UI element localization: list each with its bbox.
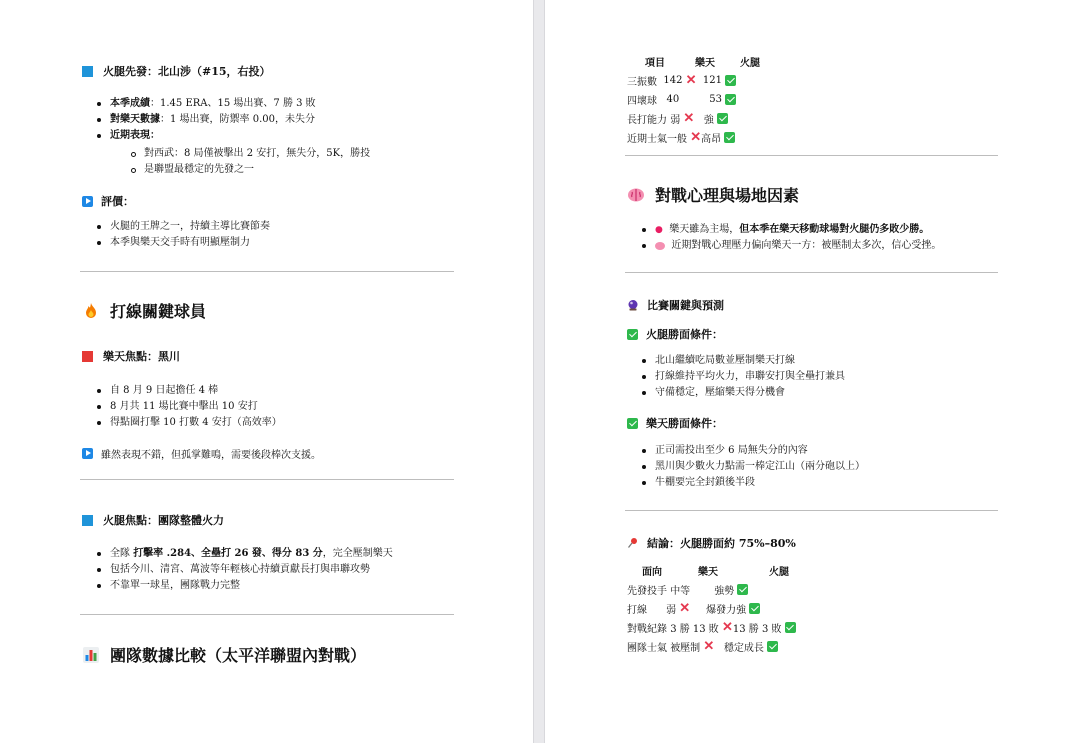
bullet-text: 樂天雖為主場， — [669, 224, 740, 235]
cross-mark-icon: ✕ — [683, 111, 695, 126]
check-mark-icon — [627, 329, 638, 340]
note-text: 雖然表現不錯，但孤掌難鳴，需要後段棒次支援。 — [101, 450, 321, 461]
divider — [80, 614, 454, 615]
brain-icon — [627, 186, 645, 204]
list-item — [94, 96, 454, 112]
list-item: 打線維持平均火力，串聯安打與全壘打兼具 — [639, 369, 998, 385]
table-cell: 強勢 — [714, 586, 735, 597]
divider — [625, 510, 998, 511]
fighters-win-title: 火腿勝面條件： — [646, 328, 723, 341]
bullet-text: ： — [150, 130, 160, 141]
batting-section-heading — [82, 299, 206, 322]
document-page-left — [0, 0, 533, 743]
fighters-win-heading — [627, 326, 723, 342]
table-row — [627, 637, 819, 656]
table-row — [627, 580, 819, 599]
table-cell: 一般 — [667, 134, 687, 145]
conclusion-table — [627, 561, 819, 656]
document-page-right — [545, 0, 1080, 743]
table-row — [627, 618, 819, 637]
table-cell: 強 — [703, 115, 714, 126]
fighters-win-list — [639, 353, 998, 401]
list-item: 正司需投出至少 6 局無失分的內容 — [639, 443, 998, 459]
cross-mark-icon: ✕ — [690, 130, 702, 145]
rakuten-focus-note — [82, 446, 321, 461]
table-cell: 121 — [702, 75, 722, 86]
check-mark-icon — [717, 113, 728, 124]
table-header-row — [627, 52, 773, 71]
rakuten-win-title: 樂天勝面條件： — [646, 417, 723, 430]
play-button-icon — [82, 196, 93, 207]
pitcher-stats-list — [94, 96, 454, 144]
table-header-cell: 面向 — [642, 567, 662, 578]
batting-section-title: 打線關鍵球員 — [110, 302, 207, 321]
table-cell: 先發投手 — [627, 586, 667, 597]
bullet-text: 全隊 — [110, 548, 130, 559]
list-item — [639, 238, 998, 254]
divider — [80, 271, 454, 272]
divider — [625, 272, 998, 273]
check-mark-icon — [749, 603, 760, 614]
list-item: 包括今川、清宮、萬波等年輕核心持續貢獻長打與串聯攻勢 — [94, 562, 454, 578]
cross-mark-icon: ✕ — [679, 601, 691, 616]
table-header-cell: 項目 — [645, 58, 665, 69]
table-cell: 四壞球 — [627, 96, 657, 107]
bullet-bold-text: 打擊率 .284、全壘打 26 發、得分 83 分 — [133, 548, 323, 559]
psychology-list — [639, 222, 998, 254]
list-item: 牛棚要完全封鎖後半段 — [639, 475, 998, 491]
bullet-text: 近期對戰心理壓力偏向樂天一方：被壓制太多次，信心受挫。 — [671, 240, 942, 251]
bullet-label: 對樂天數據 — [110, 114, 160, 125]
list-item: 是聯盟最穩定的先發之一 — [128, 162, 454, 178]
team-stats-title: 團隊數據比較（太平洋聯盟內對戰） — [110, 646, 367, 665]
cross-mark-icon: ✕ — [722, 620, 733, 635]
table-header-row — [627, 561, 819, 580]
evaluation-heading-text: 評價： — [101, 195, 134, 208]
table-cell: 團隊士氣 — [627, 643, 667, 654]
list-item: 本季與樂天交手時有明顯壓制力 — [94, 235, 454, 251]
fighters-focus-heading — [82, 512, 224, 528]
rakuten-focus-title: 樂天焦點：黑川 — [103, 350, 180, 363]
table-row — [627, 71, 773, 90]
rakuten-focus-heading — [82, 348, 180, 364]
table-cell: 142 — [663, 75, 683, 86]
table-row — [627, 109, 773, 128]
brain-small-icon — [655, 242, 665, 250]
psychology-title: 對戰心理與場地因素 — [655, 186, 800, 205]
rakuten-win-heading — [627, 415, 723, 431]
table-cell: 打線 — [627, 605, 647, 616]
list-item: 守備穩定，壓縮樂天得分機會 — [639, 385, 998, 401]
table-cell: 爆發力強 — [706, 605, 747, 616]
list-item — [94, 128, 454, 144]
table-cell: 3 勝 13 敗 — [670, 624, 719, 635]
table-cell: 弱 — [670, 115, 681, 126]
bar-chart-icon — [82, 646, 100, 664]
conclusion-title: 結論：火腿勝面約 75%–80% — [647, 537, 796, 550]
bullet-text: ：1.45 ERA、15 場出賽、7 勝 3 敗 — [150, 98, 316, 109]
conclusion-heading — [627, 535, 796, 551]
prediction-title: 比賽關鍵與預測 — [647, 299, 724, 312]
pushpin-icon — [627, 537, 639, 549]
table-cell: 穩定成長 — [723, 643, 764, 654]
table-cell: 53 — [709, 94, 723, 105]
cross-mark-icon: ✕ — [703, 639, 715, 654]
table-cell: 中等 — [670, 586, 691, 597]
fighters-focus-list — [94, 546, 454, 594]
check-mark-icon — [627, 418, 638, 429]
table-cell: 對戰紀錄 — [627, 624, 667, 635]
blue-square-icon — [82, 66, 93, 77]
prediction-heading — [627, 297, 724, 313]
recent-performance-sublist — [128, 146, 454, 178]
table-header-cell: 樂天 — [695, 58, 715, 69]
pitcher-heading-text: 火腿先發：北山涉（#15，右投） — [103, 65, 271, 78]
divider — [80, 479, 454, 480]
list-item: 對西武：8 局僅被擊出 2 安打，無失分，5K，勝投 — [128, 146, 454, 162]
team-stats-heading — [82, 643, 366, 666]
play-button-icon — [82, 448, 93, 459]
list-item: 8 月共 11 場比賽中擊出 10 安打 — [94, 399, 454, 415]
table-row — [627, 90, 773, 109]
table-cell: 被壓制 — [670, 643, 701, 654]
list-item — [94, 546, 454, 562]
table-cell: 40 — [666, 94, 680, 105]
fighters-focus-title: 火腿焦點：團隊整體火力 — [103, 514, 224, 527]
list-item — [639, 222, 998, 238]
table-row — [627, 128, 773, 147]
pin-icon: ● — [655, 225, 663, 235]
list-item: 北山繼續吃局數並壓制樂天打線 — [639, 353, 998, 369]
table-row — [627, 599, 819, 618]
check-mark-icon — [767, 641, 778, 652]
list-item: 火腿的王牌之一，持續主導比賽節奏 — [94, 219, 454, 235]
bullet-text: ：1 場出賽，防禦率 0.00，未失分 — [160, 114, 315, 125]
check-mark-icon — [725, 75, 736, 86]
table-cell: 近期士氣 — [627, 134, 667, 145]
list-item: 黑川與少數火力點需一棒定江山（兩分砲以上） — [639, 459, 998, 475]
rakuten-focus-list — [94, 383, 454, 431]
table-cell: 高昂 — [701, 134, 722, 145]
check-mark-icon — [725, 94, 736, 105]
compare-table — [627, 52, 773, 147]
bullet-bold-text: 但本季在樂天移動球場對火腿仍多敗少勝。 — [739, 224, 930, 235]
table-cell: 三振數 — [627, 77, 657, 88]
check-mark-icon — [724, 132, 735, 143]
fire-icon — [82, 302, 100, 320]
rakuten-win-list — [639, 443, 998, 491]
list-item: 自 8 月 9 日起擔任 4 棒 — [94, 383, 454, 399]
table-header-cell: 火腿 — [769, 567, 789, 578]
check-mark-icon — [737, 584, 748, 595]
check-mark-icon — [785, 622, 796, 633]
bullet-text: ，完全壓制樂天 — [322, 548, 393, 559]
divider — [625, 155, 998, 156]
table-cell: 13 勝 3 敗 — [732, 624, 782, 635]
blue-square-icon — [82, 515, 93, 526]
bullet-label: 本季成績 — [110, 98, 150, 109]
table-cell: 長打能力 — [627, 115, 667, 126]
evaluation-list — [94, 219, 454, 251]
bullet-label: 近期表現 — [110, 130, 150, 141]
cross-mark-icon: ✕ — [685, 73, 697, 88]
table-header-cell: 火腿 — [740, 58, 760, 69]
red-square-icon — [82, 351, 93, 362]
evaluation-heading — [82, 193, 134, 209]
pitcher-heading — [82, 63, 271, 79]
crystal-ball-icon — [627, 299, 639, 311]
list-item: 不靠單一球星，團隊戰力完整 — [94, 578, 454, 594]
list-item: 得點圈打擊 10 打數 4 安打（高效率） — [94, 415, 454, 431]
psychology-heading — [627, 183, 799, 206]
table-cell: 弱 — [666, 605, 677, 616]
list-item — [94, 112, 454, 128]
table-header-cell: 樂天 — [698, 567, 718, 578]
